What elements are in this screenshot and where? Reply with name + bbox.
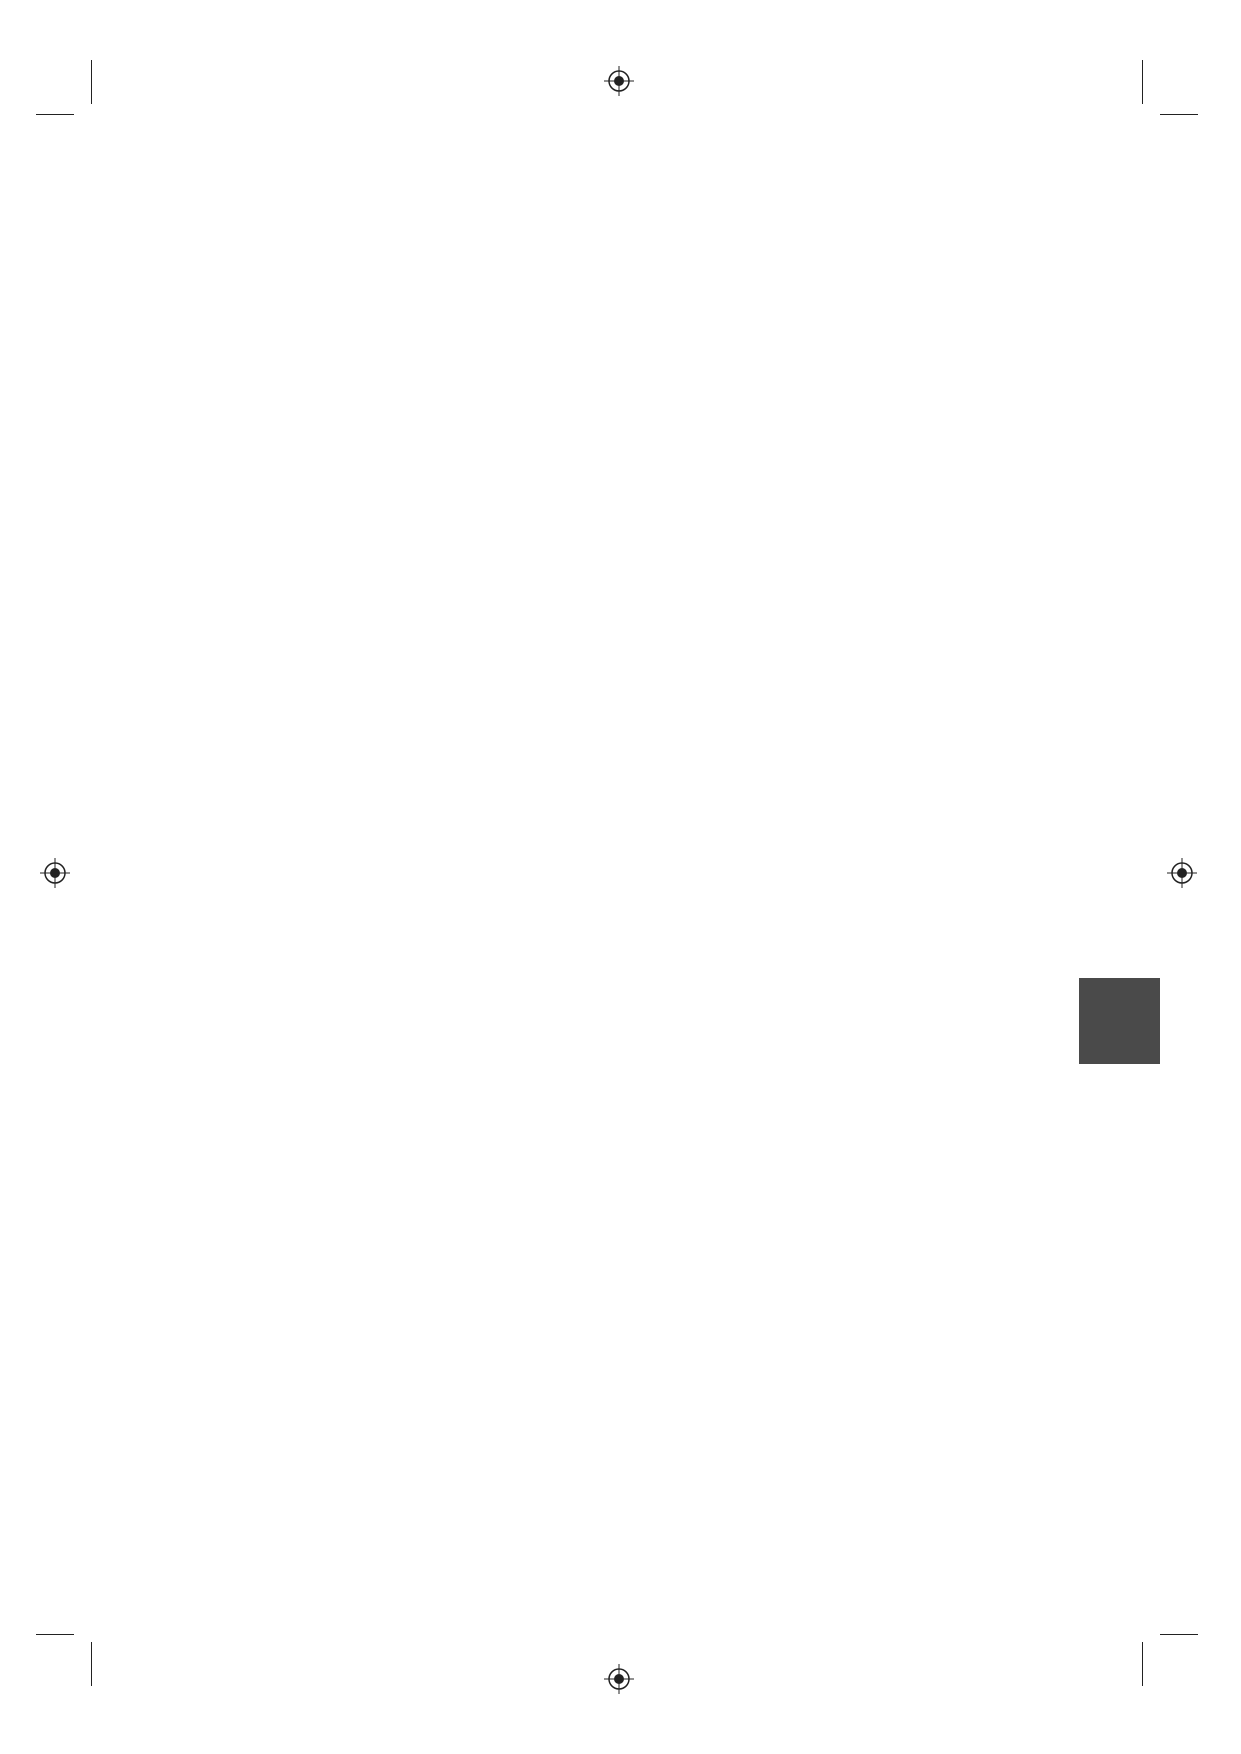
crop-mark: [36, 1634, 74, 1635]
registration-mark-icon: [604, 66, 634, 96]
language-tab: [1079, 978, 1160, 1064]
registration-mark-icon: [1167, 858, 1197, 888]
crop-mark: [36, 114, 74, 115]
registration-mark-icon: [604, 1664, 634, 1694]
crop-mark: [91, 1642, 92, 1686]
crop-mark: [1160, 114, 1198, 115]
crop-mark: [91, 60, 92, 104]
right-text-column: [632, 163, 1084, 191]
registration-mark-icon: [40, 858, 70, 888]
crop-mark: [1142, 60, 1143, 104]
crop-mark: [1142, 1642, 1143, 1686]
crop-mark: [1160, 1634, 1198, 1635]
